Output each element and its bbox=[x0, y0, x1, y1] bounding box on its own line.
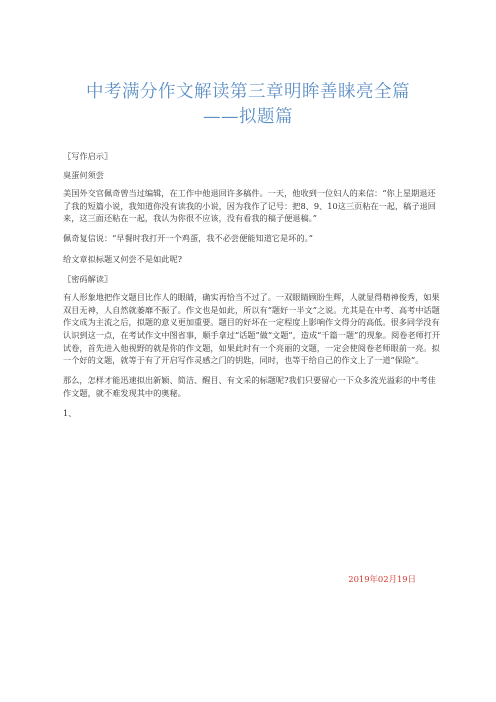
document-body bbox=[63, 150, 443, 427]
title-line-2: ——拟题篇 bbox=[203, 107, 293, 127]
document-title bbox=[40, 80, 456, 130]
story-subtitle: 臭蛋何须尝 bbox=[63, 169, 104, 180]
document-date: 2019年02月19日 bbox=[348, 574, 416, 584]
paragraph: 佩奇复信说：“早餐时我打开一个鸡蛋，我不必尝便能知道它是坏的。” bbox=[63, 233, 313, 244]
paragraph: 给文章拟标题又何尝不是如此呢? bbox=[63, 253, 183, 264]
paragraph: 美国外交官佩奇曾当过编辑，在工作中他退回许多稿件。一天，他收到一位妇人的来信：“你上星期退还了我的短篇小说，我知道你没有读我的小说，因为我作了记号：把8、9、10这三页粘在一起，稿子退回来，这三面还粘在一起，我认为你很不应该，没有看我的稿子便退稿。” bbox=[63, 188, 436, 224]
paragraph: 那么，怎样才能迅速拟出新颖、简洁、醒目、有文采的标题呢?我们只要留心一下众多流光溢彩的中考佳作文题，就不难发现其中的奥秘。 bbox=[63, 375, 436, 398]
paragraph: 有人形象地把作文题目比作人的眼睛，确实再恰当不过了。一双眼睛顾盼生辉，人就显得精神俊秀，如果双目无神，人自然就萎靡不振了。作文也是如此，所以有“题好一半文”之说。尤其是在中考、高考中话题作文成为主流之后，拟题的意义更加重要。题目的好坏在一定程度上影响作文得分的高低。很多同学没有认识到这一点，在考试作文中图省事，顺手拿过“话题”做“文题”，造成“千篇一题”的现象。阅卷老师打开试卷，首先进入他视野的就是你的作文题，如果此时有一个亮丽的文题，一定会使阅卷老师眼前一亮。拟一个好的文题，就等于有了开启写作灵感之门的钥匙，同时，也等于给自己的作文上了一道“保险”。 bbox=[63, 292, 441, 366]
section-heading-writing-tips: 〖写作启示〗 bbox=[63, 151, 113, 161]
title-line-1: 中考满分作文解读第三章明眸善睐亮全篇 bbox=[86, 82, 410, 102]
section-heading-interpretation: 〖密码解读〗 bbox=[63, 273, 113, 284]
list-number: 1、 bbox=[63, 408, 77, 418]
